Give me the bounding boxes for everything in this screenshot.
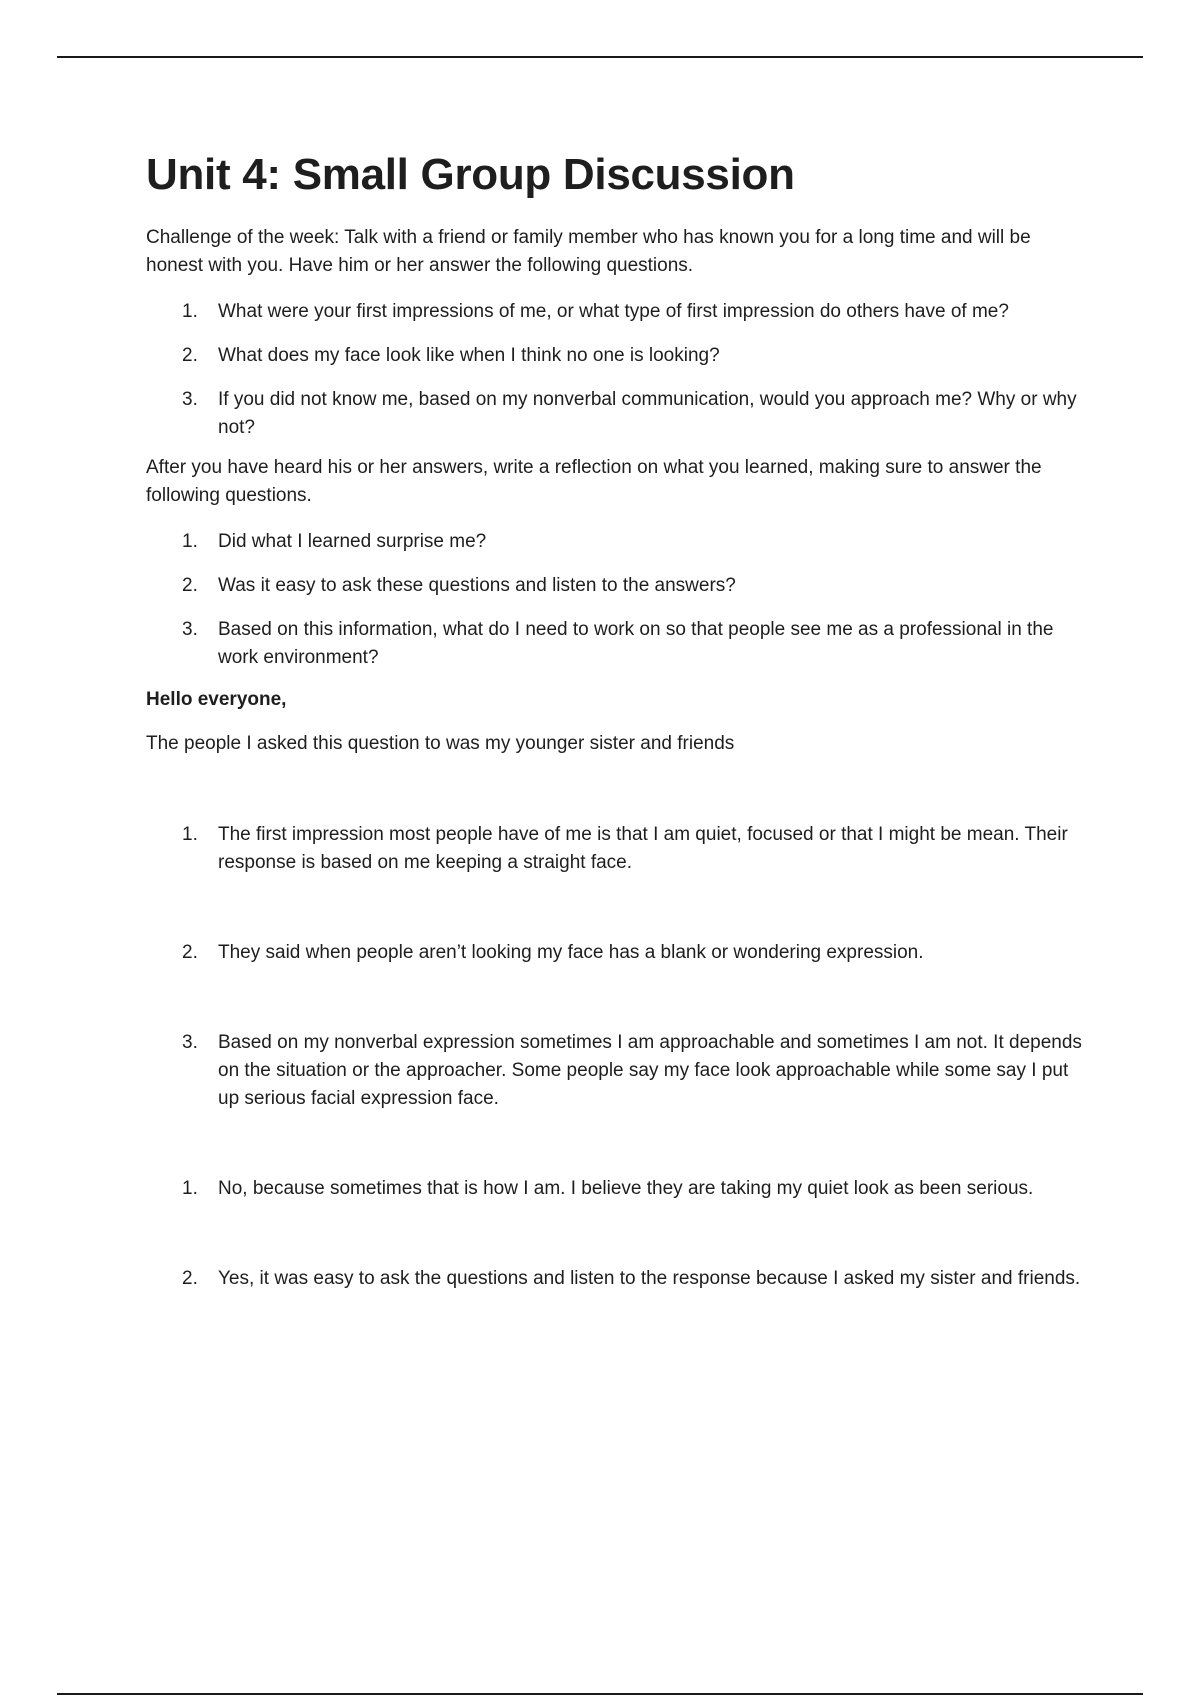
answer-list-2 bbox=[146, 1175, 1086, 1293]
question-list-1 bbox=[146, 298, 1086, 442]
list-item: 2. What does my face look like when I think no one is looking? bbox=[182, 345, 720, 366]
list-item: 1. No, because sometimes that is how I am. I believe they are taking my quiet look as been serious. bbox=[182, 1178, 1034, 1199]
response-intro: The people I asked this question to was my younger sister and friends bbox=[146, 733, 735, 754]
page-title: Unit 4: Small Group Discussion bbox=[146, 150, 795, 199]
list-item: 1. The first impression most people have of me is that I am quiet, focused or that I might be mean. Their response is based on me keeping a straight face. bbox=[182, 824, 1068, 873]
list-item: 3. Based on my nonverbal expression sometimes I am approachable and sometimes I am not. It depends on the situation or the approacher. Some people say my face look approachable while some say I put up serious facial expression face. bbox=[182, 1032, 1082, 1109]
list-item: 1. What were your first impressions of me, or what type of first impression do others have of me? bbox=[182, 301, 1009, 322]
top-rule bbox=[57, 56, 1143, 58]
bottom-rule bbox=[57, 1693, 1143, 1695]
list-item: 1. Did what I learned surprise me? bbox=[182, 531, 487, 552]
answer-list-1 bbox=[146, 821, 1086, 1113]
reflection-intro-paragraph: After you have heard his or her answers, write a reflection on what you learned, making sure to answer the following questions. bbox=[146, 457, 1042, 506]
list-item: 3. Based on this information, what do I need to work on so that people see me as a professional in the work environment? bbox=[182, 619, 1054, 668]
intro-paragraph: Challenge of the week: Talk with a friend or family member who has known you for a long time and will be honest with you. Have him or her answer the following questions. bbox=[146, 227, 1031, 276]
greeting: Hello everyone, bbox=[146, 689, 287, 710]
list-item: 2. Yes, it was easy to ask the questions and listen to the response because I asked my sister and friends. bbox=[182, 1268, 1081, 1289]
list-item: 2. They said when people aren’t looking my face has a blank or wondering expression. bbox=[182, 942, 924, 963]
document-body bbox=[146, 148, 1086, 1355]
list-item: 2. Was it easy to ask these questions and listen to the answers? bbox=[182, 575, 736, 596]
list-item: 3. If you did not know me, based on my nonverbal communication, would you approach me? Why or why not? bbox=[182, 389, 1077, 438]
question-list-2 bbox=[146, 528, 1086, 672]
